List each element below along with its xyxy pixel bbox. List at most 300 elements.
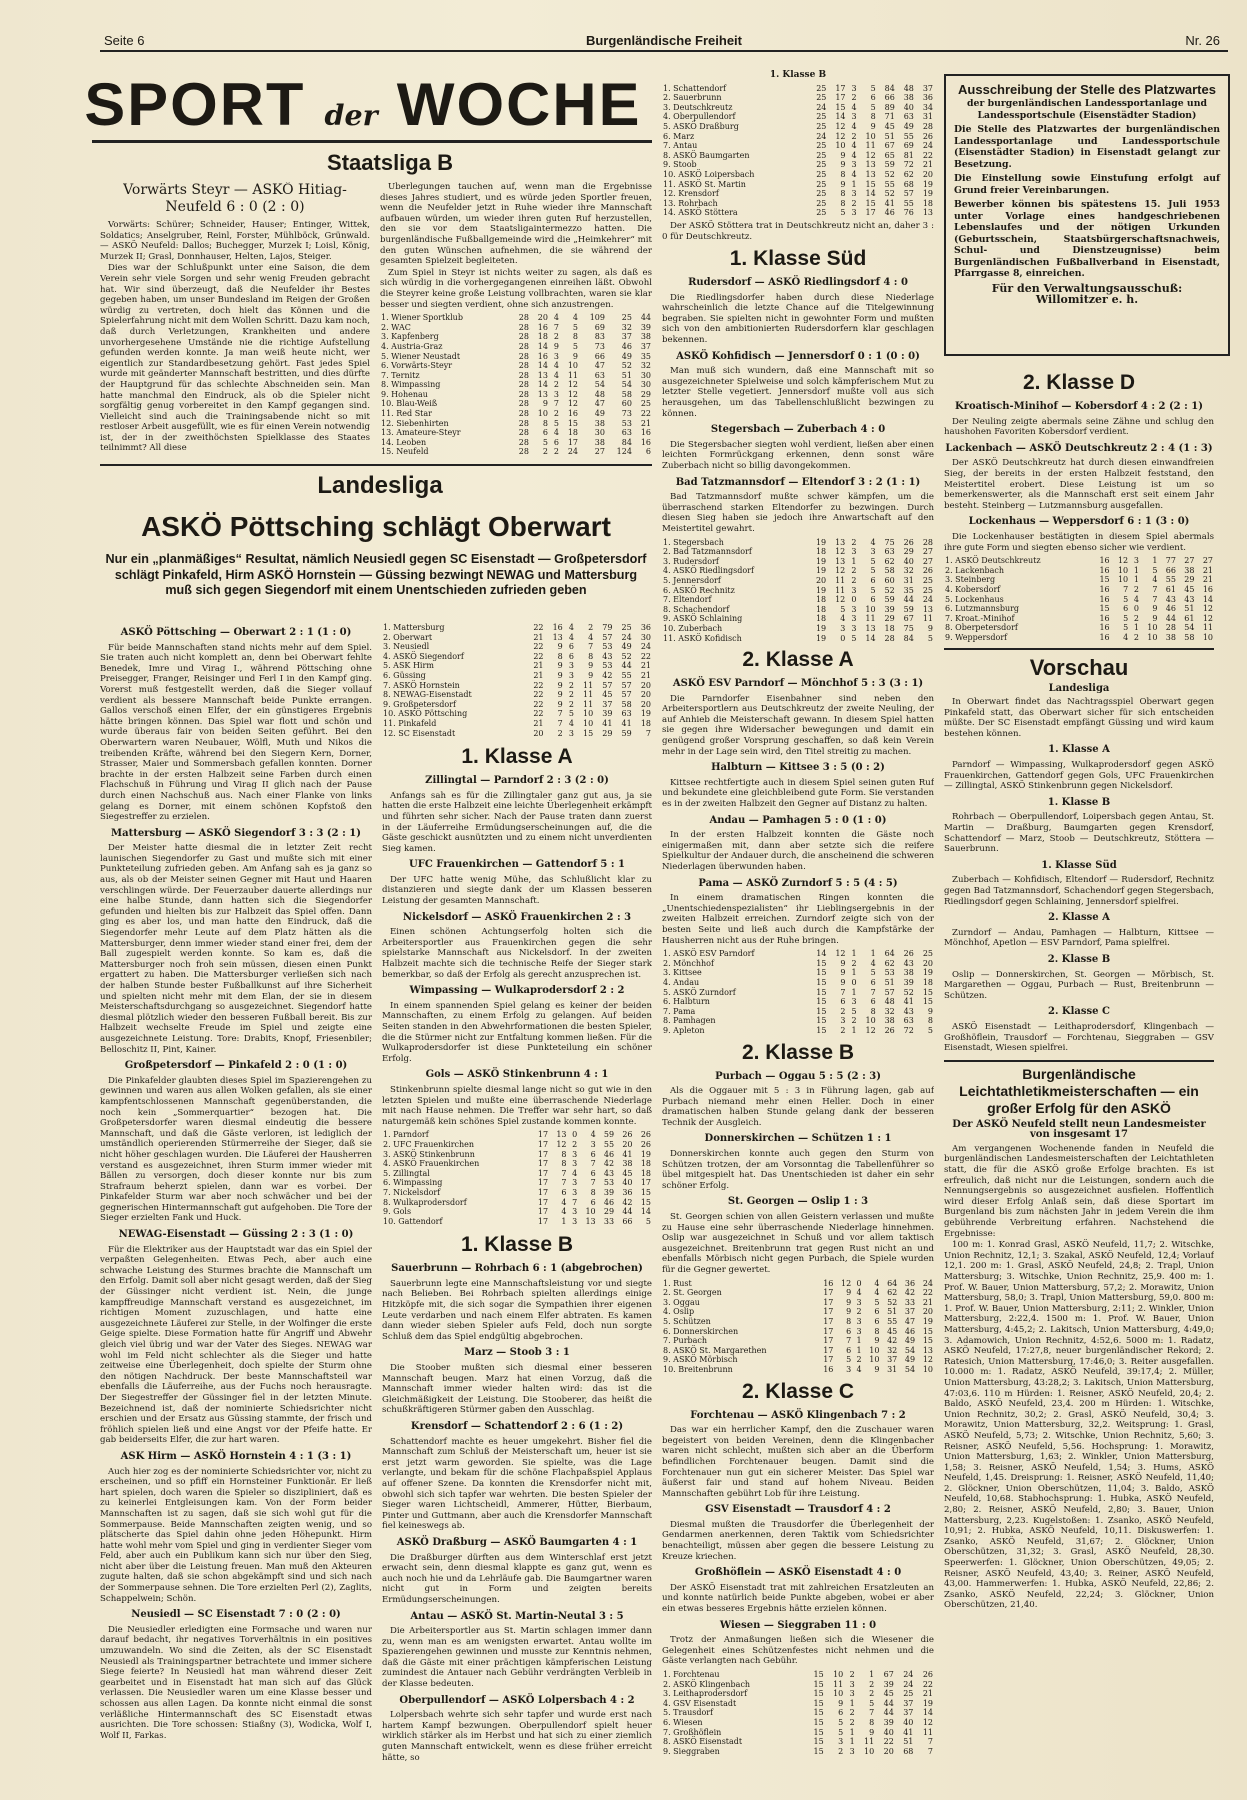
team-name: 9. Hohenau [381,389,428,399]
table-cell: 4 [568,623,574,632]
team-name: 9. ASKÖ Schlaining [663,614,743,624]
table-cell: 4 [851,169,857,179]
table-cell: 67 [884,141,895,151]
table-cell: 45 [883,1689,894,1699]
table-cell: 10 [1147,632,1158,642]
table-row [662,1365,934,1375]
match-report: Die Arbeitersportler aus St. Martin schlagen immer dann zu, wenn man es am wenigsten erwartet. Antau wollte im Spazierengehen gewinnen und musste zur Kenntnis nehmen, daß die Gäste mit einer prächtigen kämpferischen Leistung zumindest die Antauer nach Gebühr verdrängten Verbleib in der Klasse bedeuten. [382,1626,652,1690]
table-cell: 15 [1099,604,1110,614]
table-cell: 18 [922,198,933,208]
table-cell: 2 [849,1708,855,1718]
table-cell: 25 [621,623,632,632]
table-cell: 62 [884,556,895,566]
table-cell: 39 [640,322,651,332]
table-row [662,566,934,576]
table-cell: 11 [567,370,579,380]
staatsliga-p2: Überlegungen tauchen auf, wenn man die Ergebnisse dieses Jahres studiert, und es würde jeden Sportler freuen, wenn die Neufelder jetzt in Ruhe wieder ihre Mannschaft aufbauen würden, um wieder ihren guten Ruf herzustellen, den sie vor dem Staatsligaintermezzo hatten. Die burgenländische Fußballgemeinde wird die „Heimkehrer“ mit den guten Wünschen aufnehmen, die sie während der gesamten Spielzeit begleiteten. [380,182,652,267]
team-name: 7. Eltendorf [663,595,712,605]
staatsliga-lineup: Vorwärts: Schürer; Schneider, Hauser; Entinger, Wittek, Soldatics; Anselgruber, Reinl, Forster, Mühlböck, Grünwald. — ASKÖ Neufeld: Dallos; Buchegger, Murzek I; Loisl, König, Murzek II; Grasl, Donnhauser, Helten, Lajos, Steiger. [100,220,370,262]
table-cell: 15 [865,198,876,208]
table-cell: 4 [1133,594,1139,604]
table-cell: 9 [846,1288,852,1298]
table-cell: 16 [640,428,651,438]
table-cell: 3 [572,1187,578,1197]
table-cell: 3 [568,661,574,671]
table-cell: 6 [874,1307,880,1317]
match-heading: ASKÖ Pöttsching — Oberwart 2 : 1 (1 : 0) [120,627,352,638]
klasse-b2-title: 2. Klasse B [741,1040,855,1064]
table-row [662,1279,934,1289]
table-row [380,323,652,333]
team-name: 11. Red Star [381,409,432,419]
table-row [662,595,934,605]
team-name: 7. Pama [663,1006,696,1016]
table-cell: 19 [640,709,651,719]
table-cell: 9 [838,1698,844,1708]
table-row [944,614,1214,624]
match-report: Anfangs sah es für die Zillingtaler ganz gut aus, ja sie hatten die erste Halbzeit eine leichte Überlegenheit erkämpft und führten sehr sicher. Nach der Pause traten dann zuerst in der Läuferreihe Ermüdungserscheinungen auf, die die Gäste geschickt ausnützten und zu einem nicht unverdienten Sieg kamen. [382,790,652,854]
table-cell: 26 [622,1130,633,1140]
table-cell: 13 [552,632,563,642]
table-cell: 6 [1123,604,1129,614]
table-cell: 2 [851,1016,857,1026]
table-cell: 13 [556,1130,567,1140]
table-row [380,399,652,409]
table-cell: 19 [922,968,933,978]
match-heading: Sauerbrunn — Rohrbach 6 : 1 (abgebrochen) [391,1263,643,1275]
table-cell: 4 [568,718,574,728]
team-name: 4. Austria-Graz [381,341,443,351]
match-heading: Wimpassing — Wulkaprodersdorf 2 : 2 [409,985,625,997]
table-cell: 14 [835,112,846,122]
table-cell: 28 [922,537,933,547]
table-cell: 9 [840,179,846,189]
table-cell: 43 [1184,594,1195,604]
table-cell: 6 [870,997,876,1007]
table-cell: 18 [640,1159,651,1169]
table-row [382,700,652,710]
table-cell: 8 [840,169,846,179]
table-cell: 55 [903,198,914,208]
table-cell: 26 [640,1139,651,1149]
table-row [662,1346,934,1356]
table-cell: 15 [816,968,827,978]
table-cell: 59 [884,595,895,605]
team-name: 2. WAC [381,322,411,332]
table-cell: 7 [557,718,563,728]
ausschreibung-box [944,74,1230,356]
table-cell: 11 [583,680,594,690]
match-heading: Rudersdorf — ASKÖ Riedlingsdorf 4 : 0 [688,277,908,289]
table-cell: 7 [645,728,651,738]
match-report: Der UFC hatte wenig Mühe, das Schlußlicht klar zu distanzieren und siegte dank der um Klassen besseren Leistung der gesamten Mannschaft. [382,874,652,907]
table-cell: 14 [1202,594,1213,604]
team-name: 4. ASKÖ Siegendorf [383,651,464,661]
table-row [382,623,652,633]
table-cell: 2 [851,131,857,141]
table-cell: 7 [927,1737,933,1747]
table-cell: 14 [640,1207,651,1217]
table-cell: 43 [903,1006,914,1016]
landesliga-headline: ASKÖ Pöttsching schlägt Oberwart [141,511,611,542]
table-cell: 38 [884,1016,895,1026]
table-row [380,390,652,400]
match-report: Die Riedlingsdorfer haben durch diese Niederlage wahrscheinlich die letzte Chance auf die Titelgewinnung begraben. Sie spielten nicht in gewohnter Form und mußten sich von den ambitionierten Rudersdorfern klar geschlagen bekennen. [662,292,934,346]
table-cell: 49 [621,351,632,361]
table-cell: 6 [645,447,651,457]
table-row [944,633,1214,643]
table-cell: 7 [927,1746,933,1756]
table-cell: 9 [870,121,876,131]
table-cell: 81 [903,150,914,160]
table-row [662,959,934,969]
team-name: 1. Rust [663,1278,692,1288]
table-row [662,160,934,170]
table-cell: 2 [838,1746,844,1756]
table-cell: 27 [922,547,933,557]
table-cell: 21 [1202,565,1213,575]
table-cell: 7 [553,399,560,409]
table-row [662,557,934,567]
klasse-b1-table-title: 1. Klasse B [769,70,827,80]
team-name: 9. ASKÖ Mörbisch [663,1355,738,1365]
table-cell: 84 [903,633,914,643]
match-report: Der ASKÖ Deutschkreutz hat durch diesen einwandfreien Sieg, der bereits in der ersten Halbzeit feststand, den Meistertitel erobert. Diese Leistung ist um so bemerkenswerter, als die Mannschaft erst seit einem Jahr besteht. Steinberg — Lutzmannsburg ausgefallen. [944,458,1214,511]
table-cell: 41 [622,1149,633,1159]
table-cell: 63 [594,370,605,380]
table-cell: 7 [840,987,846,997]
table-cell: 4 [851,150,857,160]
table-cell: 69 [903,141,914,151]
table-cell: 8 [874,1326,880,1336]
table-cell: 16 [1099,594,1110,604]
table-cell: 9 [840,968,846,978]
table-cell: 39 [883,1717,894,1727]
table-cell: 15 [922,987,933,997]
match-report: Man muß sich wundern, daß eine Mannschaft mit so ausgezeichneter Spielweise und solch kämpferischem Mut zu letzter Stelle vegetiert. Jennersdorf mußte voll aus sich herausgehen, um das Tabellenschlußlicht bezwingen zu können. [662,366,934,419]
table-row [380,419,652,429]
table-cell: 63 [903,112,914,122]
table-cell: 16 [1099,613,1110,623]
table-cell: 2 [553,447,560,457]
table-cell: 52 [887,1297,898,1307]
table-cell: 7 [561,1178,567,1188]
table-cell: 5 [870,566,876,576]
table-cell: 67 [903,614,914,624]
table-cell: 76 [903,208,914,218]
table-cell: 2 [869,1689,875,1699]
table-cell: 3 [840,623,846,633]
match-heading: ASKÖ Draßburg — ASKÖ Baumgarten 4 : 1 [396,1536,638,1548]
team-name: 1. ASKÖ ESV Parndorf [663,949,755,959]
table-cell: 9 [874,1364,880,1374]
table-row [662,1728,934,1738]
table-cell: 25 [621,313,632,323]
table-cell: 5 [869,1698,875,1708]
table-row [662,112,934,122]
table-cell: 51 [884,977,895,987]
table-cell: 24 [903,1679,914,1689]
table-cell: 15 [1099,575,1110,585]
table-cell: 41 [602,718,613,728]
table-cell: 17 [823,1316,834,1326]
table-cell: 1 [851,987,857,997]
table-cell: 4 [553,428,560,438]
match-heading: Stegersbach — Zuberbach 4 : 0 [710,424,886,436]
match-heading: 2. Klasse B [1047,953,1111,965]
table-cell: 49 [903,121,914,131]
table-cell: 5 [553,418,560,428]
team-name: 7. Antau [663,141,698,151]
match-report: Die Neusiedler erledigten eine Formsache und waren nur darauf bedacht, ihr negatives Torverhältnis in ein positives umzuwandeln. Wo sind die Zeiten, als der SC Eisenstadt Neusiedl als Trainingspartner betrachtete und immer sichere Siege feierte? In Neusiedl hat man während dieser Zeit gearbeitet und in Eisenstadt hat man sich auf das Glück verlassen. Die Neusiedler waren um eine Klasse besser und schossen aus allen Lagen. Da konnte nicht einmal die sonst verläßliche Hintermannschaft des SC Eisenstadt etwas ausrichten. Die Tore schossen: Stiaßny (3), Wodicka, Wolf I, Wolf II, Farkas. [100,1624,372,1741]
table-cell: 28 [518,389,529,399]
table-cell: 54 [594,380,605,390]
table-cell: 5 [838,1717,844,1727]
table-cell: 16 [537,322,548,332]
table-row [662,1699,934,1709]
team-name: 9. Sieggraben [663,1746,720,1756]
match-report: Die Pinkafelder glaubten dieses Spiel im Spazierengehen zu gewinnen und waren aus allen Wolken gefallen, als sie einer kampfentschlossenen Mannschaft gegenüberstanden, die noch kein „Sommerquartier“ bezogen hat. Die Großpetersdorfer waren diesmal eindeutig die bessere Mannschaft, und daß die Gäste verloren, ist lediglich der umständlich operierenden Stürmerreihe der Sieger, daß sie nicht höher geschlagen wurden. Die Läuferei der Hausherren verstand es ausgezeichnet, ihren Sturm immer wieder mit Bällen zu versorgen, doch dieser konnte nur bis zum Strafraum beherzt spielen, dann war es vorbei. Der Pinkafelder Sturm war aber noch schwächer und bei der gegnerischen Hintermannschaft gut aufgehoben. Die Tore der Sieger erzielten Fank und Huck. [100,1075,372,1224]
table-cell: 5 [840,208,846,218]
table-cell: 3 [851,160,857,170]
table-cell: 49 [621,642,632,652]
team-name: 2. Bad Tatzmannsdorf [663,547,752,557]
table-cell: 79 [602,623,613,632]
table-row [662,189,934,199]
table-cell: 9 [1152,613,1158,623]
table-cell: 27 [594,447,605,457]
table-cell: 3 [572,1207,578,1217]
match-report: Rohrbach — Oberpullendorf, Loipersbach gegen Antau, St. Martin — Draßburg, Baumgarten gegen Krensdorf, Schattendorf — Marz, Stoob — Deutschkreutz, Stöttera — Sauerbrunn. [944,812,1214,855]
table-cell: 3 [838,1737,844,1747]
table-cell: 18 [537,332,548,342]
table-cell: 17 [823,1355,834,1365]
table-cell: 42 [887,1336,898,1346]
table-cell: 6 [561,1187,567,1197]
table-cell: 28 [518,370,529,380]
table-cell: 2 [851,958,857,968]
table-cell: 15 [813,1727,824,1737]
ausschreibung-p4: Bewerber können bis spätestens 15. Juli 1953 unter Vorlage eines handgeschriebenen Lebenslaufes und der nötigen Urkunden (Geburtsschein, Staatsbürgerschaftsnachweis, Schul- und Dienstzeugnisse) beim Burgenländischen Fußballverband in Eisenstadt, Pfarrgasse 8, einreichen. [954,199,1220,279]
table-cell: 4 [588,632,594,642]
table-cell: 44 [883,1698,894,1708]
table-cell: 57 [903,189,914,199]
table-cell: 2 [568,680,574,690]
table-cell: 54 [621,380,632,390]
table-cell: 6 [590,1197,596,1207]
table-cell: 109 [589,313,605,323]
table-cell: 38 [903,968,914,978]
table-cell: 38 [622,1159,633,1169]
table-cell: 18 [815,614,827,624]
team-name: 1. Schattendorf [663,83,727,93]
table-row [382,1178,652,1188]
table-cell: 37 [621,332,632,342]
table-cell: 18 [640,718,651,728]
table-cell: 27 [922,556,933,566]
table-cell: 4 [568,632,574,642]
table-cell: 38 [640,332,651,342]
team-name: 8. ASKÖ St. Margarethen [663,1345,767,1355]
table-cell: 28 [884,633,895,643]
table-cell: 17 [537,1197,549,1207]
table-cell: 60 [621,399,632,409]
table-cell: 12 [835,121,846,131]
table-cell: 37 [887,1355,898,1365]
table-cell: 22 [922,1288,933,1298]
match-report: Lolpersbach wehrte sich sehr tapfer und wurde erst nach hartem Kampf bezwungen. Oberpullendorf spielt heuer wirklich stärker als im Herbst und hat sich zu einer ziemlich guten Mannschaft entwickelt, wenn es diese früher erreicht hätte, so [382,1710,652,1763]
table-cell: 2 [1133,613,1139,623]
masthead-rule [92,140,652,143]
table-cell: 4 [874,1278,880,1288]
table-cell: 45 [887,1326,898,1336]
team-name: 11. Pinkafeld [383,718,437,728]
team-name: 6. Donnerskirchen [663,1326,739,1336]
table-cell: 63 [903,1016,914,1026]
table-row [662,151,934,161]
table-cell: 30 [594,428,605,438]
leichtathletik-p1: Am vergangenen Wochenende fanden in Neufeld die burgenländischen Landesmeisterschaften der Leichtathleten statt, die für die ASKÖ große Erfolge brachten. Es ist erfreulich, daß nicht nur die Leistungen, sondern auch die Nennungsergebnis so ausgezeichnet ausfielen. Hoffentlich wird dieser Erfolg Anlaß sein, daß diese Sportart im Burgenland bis zum nächsten Jahr in jedem Verein die ihm gebührende Verbreitung erfahren. Nachstehend die Ergebnisse: [944,1143,1214,1239]
table-cell: 9 [557,670,563,680]
page-number: Seite 6 [104,33,145,48]
table-cell: 25 [816,198,827,208]
table-cell: 46 [904,1326,916,1336]
table-row [382,1159,652,1169]
table-cell: 31 [887,1364,898,1374]
page-header [100,32,1228,52]
table-row [380,332,652,342]
table-cell: 42 [904,1288,916,1298]
table-cell: 10 [1147,623,1158,633]
table-cell: 25 [903,1689,914,1699]
table-cell: 25 [816,189,827,199]
table-cell: 16 [823,1278,834,1288]
table-cell: 7 [553,322,560,332]
team-name: 6. Marz [663,131,695,141]
match-heading: Großhöflein — ASKÖ Eisenstadt 4 : 0 [694,1567,902,1579]
table-cell: 22 [533,651,544,661]
table-cell: 5 [851,633,857,643]
table-row [382,690,652,700]
table-cell: 5 [645,1216,651,1226]
table-cell: 11 [833,1679,844,1689]
table-cell: 32 [887,1345,898,1355]
table-cell: 57 [602,680,613,690]
team-name: 3. ASKÖ Stinkenbrunn [383,1149,475,1159]
table-cell: 39 [903,977,914,987]
table-row [382,671,652,681]
table-cell: 12 [1117,556,1129,566]
table-cell: 12 [1202,604,1213,614]
table-cell: 20 [922,958,933,968]
table-cell: 18 [815,595,827,605]
table-cell: 24 [903,1670,914,1679]
team-name: 1. ASKÖ Deutschkreutz [945,556,1041,566]
table-cell: 8 [846,1316,852,1326]
team-name: 2. Lackenbach [945,565,1004,575]
middle-column [382,620,652,1782]
table-cell: 52 [884,189,895,199]
table-cell: 77 [1165,556,1176,566]
staatsliga-title: Staatsliga B [327,150,453,175]
table-cell: 17 [823,1326,834,1336]
klasse-b1-articles [382,1264,652,1763]
table-cell: 10 [537,409,548,419]
table-cell: 39 [884,604,895,614]
table-cell: 9 [840,977,846,987]
table-cell: 12 [835,131,846,141]
table-cell: 22 [922,1679,933,1689]
table-cell: 6 [590,1149,596,1159]
table-cell: 4 [856,1288,862,1298]
table-cell: 48 [903,83,914,93]
team-name: 12. SC Eisenstadt [383,728,456,738]
table-cell: 5 [840,604,846,614]
table-cell: 61 [1184,613,1195,623]
table-cell: 24 [816,131,827,141]
table-cell: 15 [583,728,594,738]
team-name: 4. ASKÖ Riedlingsdorf [663,566,754,576]
table-cell: 29 [884,614,895,624]
table-cell: 2 [849,1717,855,1727]
table-cell: 15 [816,1016,827,1026]
table-cell: 6 [590,1168,596,1178]
table-cell: 10 [833,1670,844,1679]
table-cell: 15 [813,1679,824,1689]
landesliga-title: Landesliga [317,472,443,499]
table-cell: 32 [903,566,914,576]
table-cell: 18 [815,604,827,614]
table-cell: 22 [533,642,544,652]
match-report: Die Stegersbacher siegten wohl verdient, ließen aber einen leichten Formrückgang erkennen, denn sonst wäre Zuberbach nicht so billig davongekommen. [662,439,934,471]
table-cell: 22 [640,651,651,661]
table-cell: 37 [922,83,933,93]
table-row [382,642,652,652]
table-cell: 51 [621,370,632,380]
table-cell: 16 [1099,632,1110,642]
table-cell: 21 [640,670,651,680]
table-cell: 15 [640,1197,651,1207]
team-name: 3. Kittsee [663,968,702,978]
match-heading: Mattersburg — ASKÖ Siegendorf 3 : 3 (2 : 1) [111,827,361,839]
table-cell: 3 [553,389,560,399]
team-name: 10. Gattendorf [383,1216,443,1226]
match-heading: Wiesen — Sieggraben 11 : 0 [719,1619,877,1631]
table-row [662,968,934,978]
table-cell: 3 [1133,556,1139,566]
table-row [662,1288,934,1298]
team-name: 2. Sauerbrunn [663,93,722,103]
team-name: 7. Kroat.-Minihof [945,613,1015,623]
table-cell: 32 [884,1006,895,1016]
table-cell: 33 [904,1297,916,1307]
table-cell: 4 [1152,575,1158,585]
table-row [662,614,934,624]
match-report: In der ersten Halbzeit konnten die Gäste noch einigermaßen mit, dann aber setzte sich die reifere Spielkultur der Andauer durch, die anscheinend die schweren Niederlagen überwunden haben. [662,830,934,872]
table-row [662,103,934,113]
table-cell: 10 [864,1746,875,1756]
table-cell: 12 [1202,613,1213,623]
klasse-a1-articles [382,776,652,1127]
table-cell: 10 [583,709,594,719]
table-cell: 52 [621,651,632,661]
table-cell: 7 [870,987,876,997]
match-heading: 1. Klasse B [1047,796,1111,808]
table-cell: 13 [865,623,876,633]
table-cell: 20 [537,313,548,323]
table-row [662,978,934,988]
table-cell: 24 [922,595,933,605]
